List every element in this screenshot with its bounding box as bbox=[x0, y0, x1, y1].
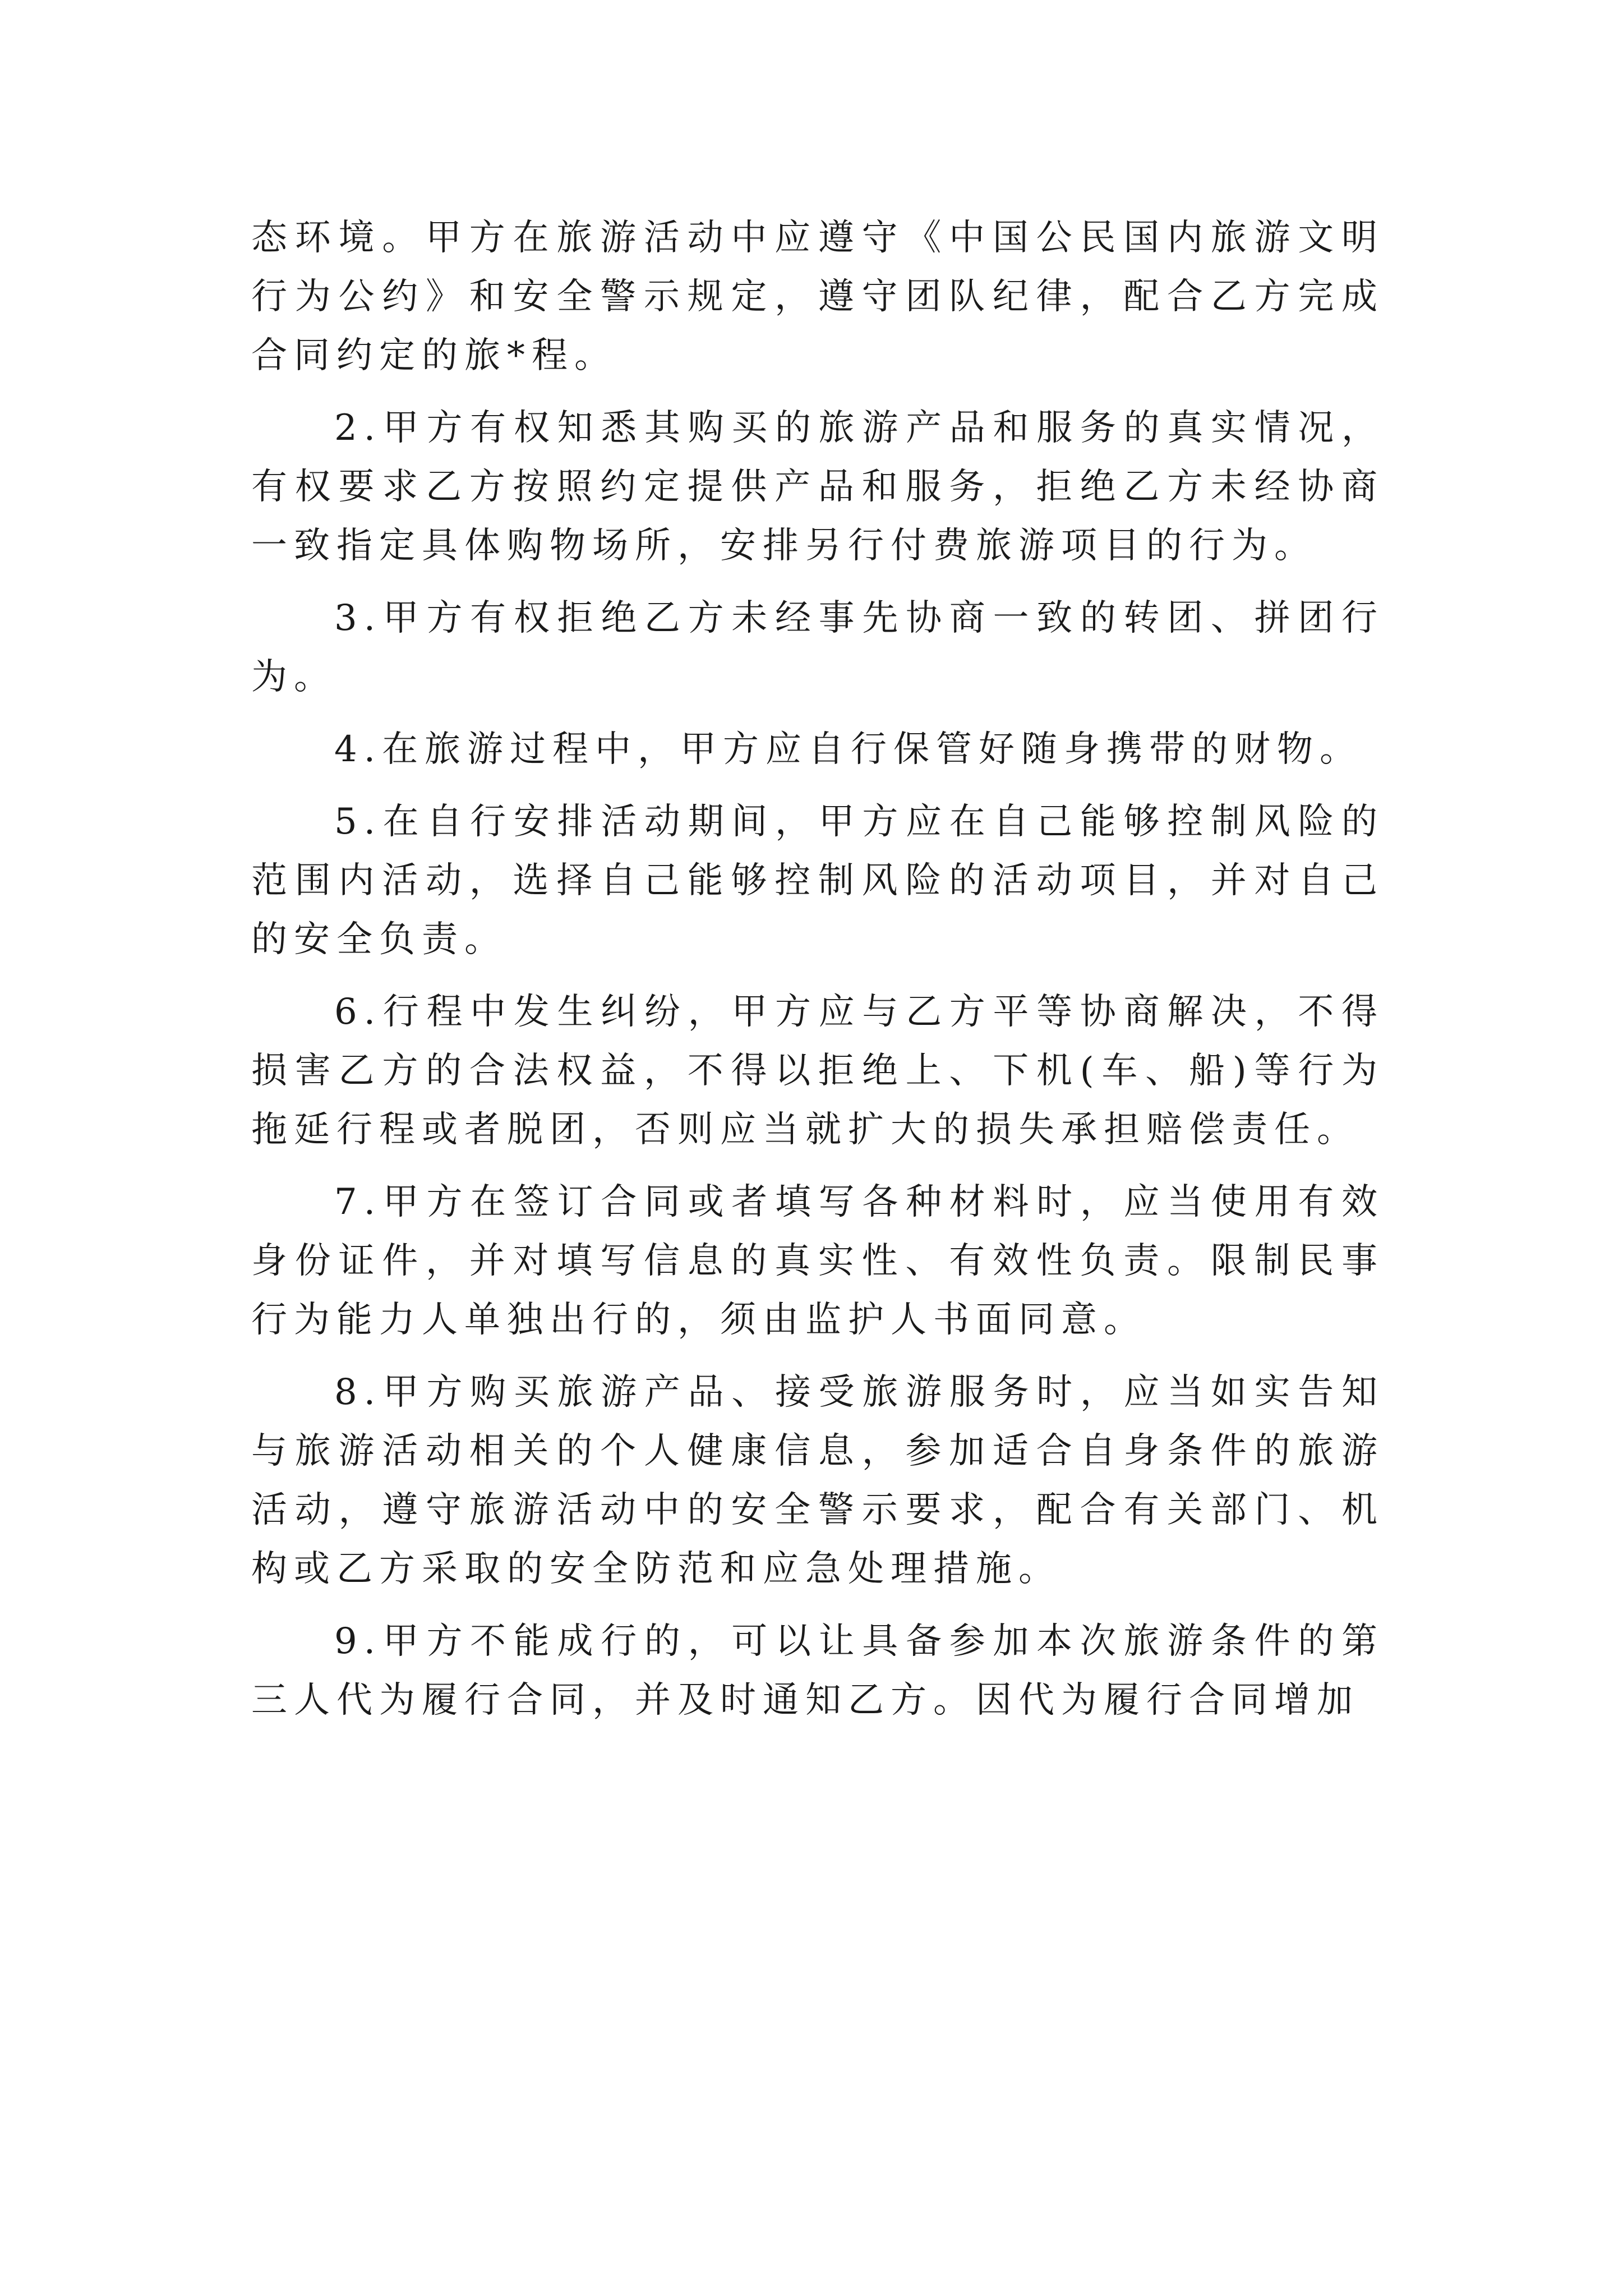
paragraph-item-2: 2.甲方有权知悉其购买的旅游产品和服务的真实情况，有权要求乙方按照约定提供产品和服务，拒绝乙方未经协商一致指定具体购物场所，安排另行付费旅游项目的行为。 bbox=[251, 407, 1384, 567]
paragraph-item-4: 4.在旅游过程中，甲方应自行保管好随身携带的财物。 bbox=[334, 729, 1363, 770]
paragraph-continuation: 态环境。甲方在旅游活动中应遵守《中国公民国内旅游文明行为公约》和安全警示规定，遵守团队纪律，配合乙方完成合同约定的旅*程。 bbox=[251, 217, 1384, 376]
paragraph-item-3: 3.甲方有权拒绝乙方未经事先协商一致的转团、拼团行为。 bbox=[251, 597, 1384, 698]
paragraph-item-9: 9.甲方不能成行的，可以让具备参加本次旅游条件的第三人代为履行合同，并及时通知乙方。因代为履行合同增加 bbox=[251, 1621, 1384, 1721]
paragraph-item-6: 6.行程中发生纠纷，甲方应与乙方平等协商解决，不得损害乙方的合法权益，不得以拒绝上、下机(车、船)等行为拖延行程或者脱团，否则应当就扩大的损失承担赔偿责任。 bbox=[251, 991, 1384, 1151]
paragraph-item-7: 7.甲方在签订合同或者填写各种材料时，应当使用有效身份证件，并对填写信息的真实性、有效性负责。限制民事行为能力人单独出行的，须由监护人书面同意。 bbox=[251, 1181, 1384, 1341]
paragraph-item-8: 8.甲方购买旅游产品、接受旅游服务时，应当如实告知与旅游活动相关的个人健康信息，参加适合自身条件的旅游活动，遵守旅游活动中的安全警示要求，配合有关部门、机构或乙方采取的安全防范和应急处理措施。 bbox=[251, 1372, 1384, 1590]
document-body bbox=[251, 209, 1384, 1743]
paragraph-item-5: 5.在自行安排活动期间，甲方应在自己能够控制风险的范围内活动，选择自己能够控制风险的活动项目，并对自己的安全负责。 bbox=[251, 801, 1384, 960]
